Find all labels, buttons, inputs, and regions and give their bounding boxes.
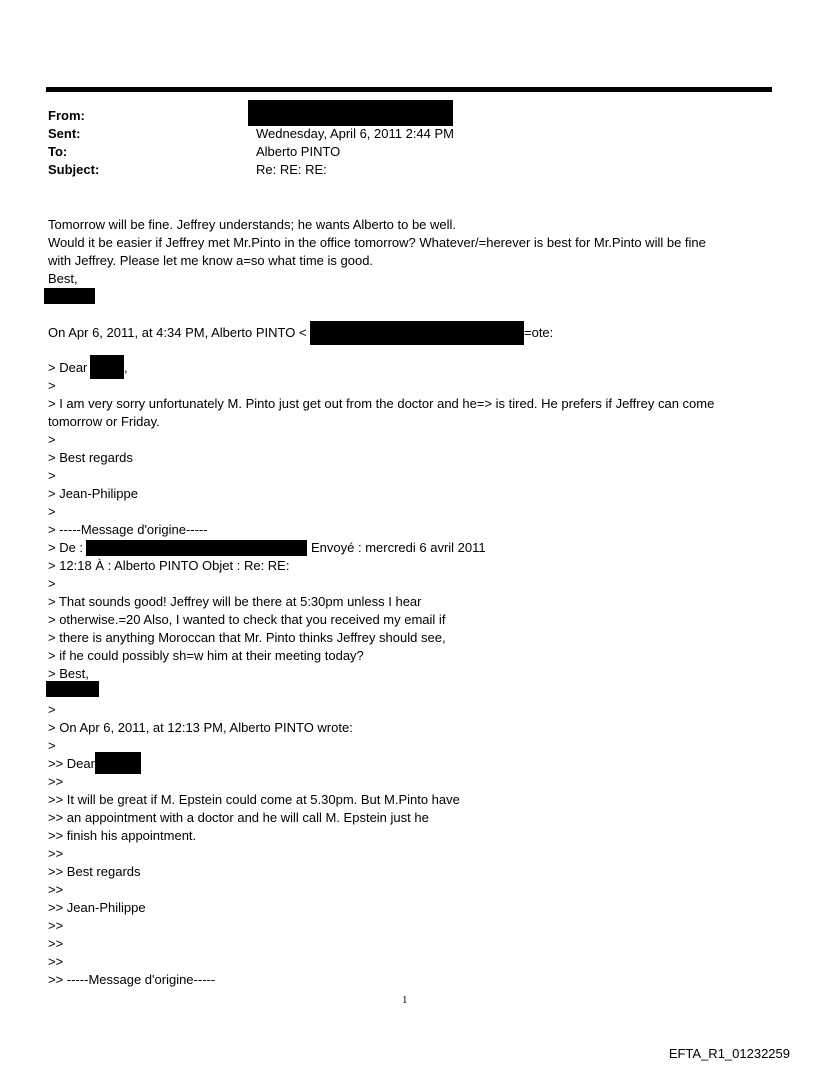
quote-line: > I am very sorry unfortunately M. Pinto just get out from the doctor and he=> is tired. He prefers if Jeffrey can come [48, 396, 715, 411]
to-label: To: [48, 144, 68, 159]
quote-line: , [124, 360, 128, 375]
body-line: On Apr 6, 2011, at 4:34 PM, Alberto PINTO < [48, 325, 307, 340]
redaction-name [90, 355, 124, 379]
quote-line: >> an appointment with a doctor and he will call M. Epstein just he [48, 810, 429, 825]
from-label: From: [48, 108, 85, 123]
quote-line: >> [48, 774, 64, 789]
body-line: Best, [48, 271, 78, 286]
sent-value: Wednesday, April 6, 2011 2:44 PM [256, 126, 455, 141]
quote-line: > [48, 702, 56, 717]
redaction-sender [86, 540, 307, 556]
quote-line: >> [48, 882, 64, 897]
quote-line: > [48, 378, 56, 393]
body-line: Tomorrow will be fine. Jeffrey understands; he wants Alberto to be well. [48, 217, 457, 232]
quote-line: > there is anything Moroccan that Mr. Pinto thinks Jeffrey should see, [48, 630, 446, 645]
redaction-from [248, 100, 453, 126]
quote-line: > otherwise.=20 Also, I wanted to check that you received my email if [48, 612, 446, 627]
quote-line: >> [48, 846, 64, 861]
quote-line: >> [48, 954, 64, 969]
redaction-signature [46, 681, 99, 697]
redaction-email [310, 321, 524, 345]
body-line: Would it be easier if Jeffrey met Mr.Pinto in the office tomorrow? Whatever/=herever is best for Mr.Pinto will be fine [48, 235, 706, 250]
quote-line: > [48, 432, 56, 447]
quote-line: > Jean-Philippe [48, 486, 138, 501]
page-number: 1 [402, 994, 408, 1006]
subject-label: Subject: [48, 162, 100, 177]
subject-value: Re: RE: RE: [256, 162, 327, 177]
redaction-name [95, 752, 141, 774]
quote-line: >> Jean-Philippe [48, 900, 146, 915]
quote-line: > Dear [48, 360, 88, 375]
quote-line: > On Apr 6, 2011, at 12:13 PM, Alberto PINTO wrote: [48, 720, 353, 735]
quote-line: > Best, [48, 666, 89, 681]
quote-line: > That sounds good! Jeffrey will be there at 5:30pm unless I hear [48, 594, 422, 609]
quote-line: tomorrow or Friday. [48, 414, 160, 429]
quote-line: > Best regards [48, 450, 133, 465]
quote-line: > [48, 738, 56, 753]
body-line: with Jeffrey. Please let me know a=so what time is good. [48, 253, 374, 268]
quote-line: > De : [48, 540, 84, 555]
header-rule [46, 87, 772, 92]
quote-line: >> -----Message d'origine----- [48, 972, 216, 987]
quote-line: Envoyé : mercredi 6 avril 2011 [311, 540, 486, 555]
body-line: =ote: [524, 325, 554, 340]
document-id: EFTA_R1_01232259 [668, 1046, 790, 1061]
quote-line: > [48, 576, 56, 591]
quote-line: >> [48, 936, 64, 951]
quote-line: > [48, 468, 56, 483]
quote-line: >> It will be great if M. Epstein could come at 5.30pm. But M.Pinto have [48, 792, 460, 807]
quote-line: > [48, 504, 56, 519]
quote-line: > 12:18 À : Alberto PINTO Objet : Re: RE: [48, 558, 290, 573]
to-value: Alberto PINTO [256, 144, 341, 159]
sent-label: Sent: [48, 126, 81, 141]
quote-line: >> Dear [48, 756, 95, 771]
quote-line: > if he could possibly sh=w him at their meeting today? [48, 648, 364, 663]
quote-line: >> Best regards [48, 864, 141, 879]
quote-line: >> finish his appointment. [48, 828, 197, 843]
quote-line: > -----Message d'origine----- [48, 522, 208, 537]
redaction-signature [44, 288, 95, 304]
quote-line: >> [48, 918, 64, 933]
